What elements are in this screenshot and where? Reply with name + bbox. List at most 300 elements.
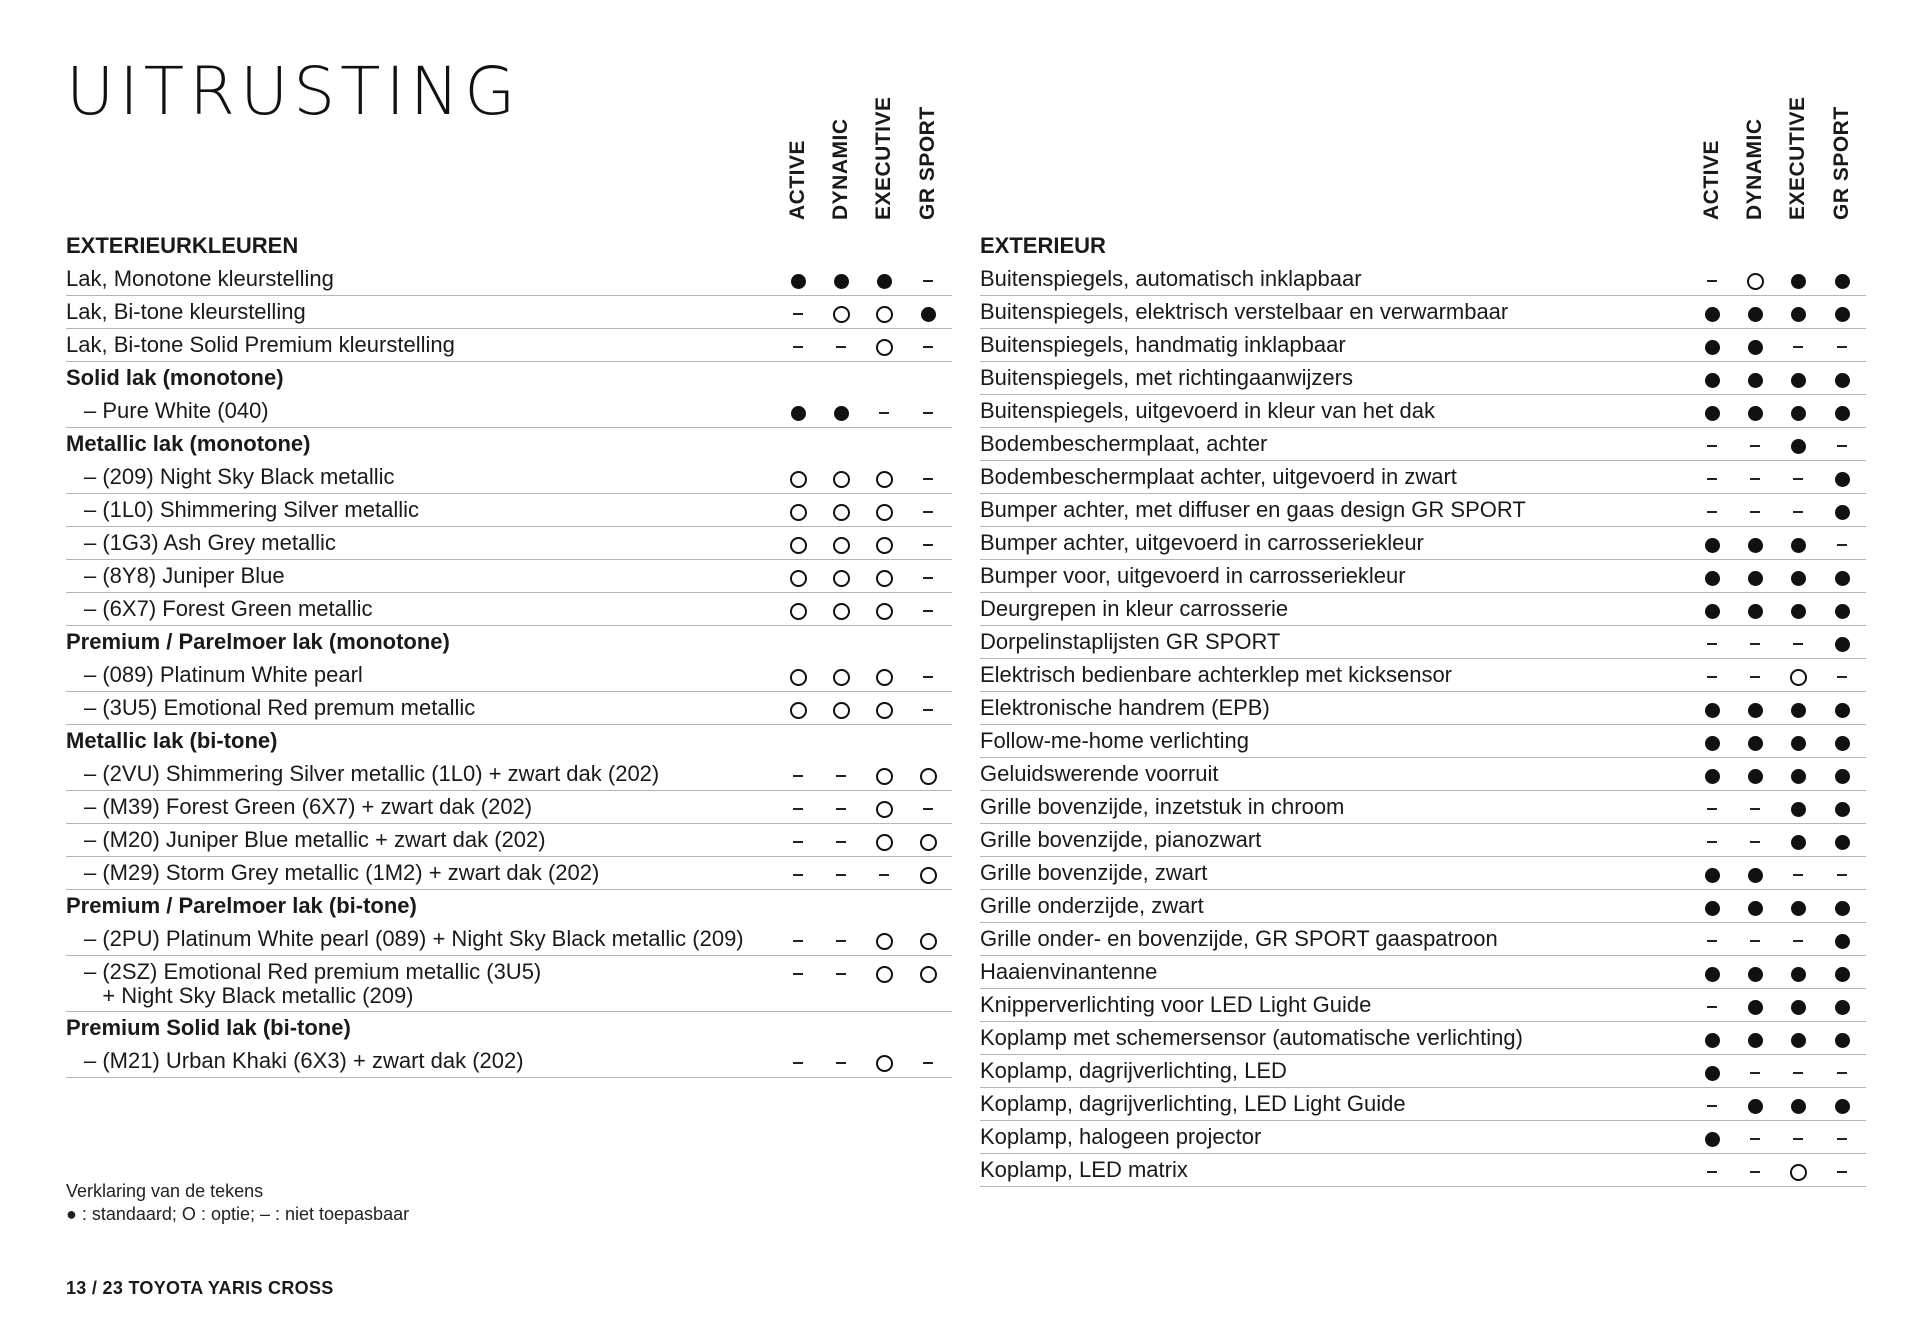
- mark-executive-dot: [1786, 896, 1810, 920]
- column-header-active: ACTIVE: [1700, 139, 1723, 220]
- dash-icon: [923, 808, 933, 810]
- table-row: [980, 263, 1866, 296]
- table-row: [980, 593, 1866, 626]
- mark-executive-dash: [1786, 863, 1810, 887]
- dash-icon: [923, 346, 933, 348]
- dash-icon: [793, 940, 803, 942]
- mark-active-dash: [1700, 500, 1724, 524]
- mark-executive-dot: [1786, 401, 1810, 425]
- dash-icon: [1793, 940, 1803, 942]
- row-label: Grille onderzijde, zwart: [980, 893, 1204, 918]
- section-heading: EXTERIEURKLEUREN: [66, 233, 299, 258]
- dash-icon: [836, 940, 846, 942]
- dash-icon: [1750, 1138, 1760, 1140]
- open-circle-icon: [876, 306, 893, 323]
- table-row: [980, 857, 1866, 890]
- mark-executive-dot: [1786, 302, 1810, 326]
- dash-icon: [793, 346, 803, 348]
- table-row: [980, 527, 1866, 560]
- mark-executive-ring: [872, 335, 896, 359]
- mark-dynamic-dash: [1743, 467, 1767, 491]
- open-circle-icon: [833, 603, 850, 620]
- mark-executive-ring: [872, 665, 896, 689]
- mark-gr-sport-dash: [916, 665, 940, 689]
- table-row: [980, 758, 1866, 791]
- table-row: [66, 296, 952, 329]
- mark-active-dash: [1700, 995, 1724, 1019]
- dash-icon: [923, 478, 933, 480]
- mark-gr-sport-dot: [1830, 764, 1854, 788]
- open-circle-icon: [1790, 669, 1807, 686]
- mark-dynamic-ring: [1743, 269, 1767, 293]
- table-row: [66, 857, 952, 890]
- mark-dynamic-ring: [829, 698, 853, 722]
- table-row: [66, 461, 952, 494]
- filled-dot-icon: [1748, 307, 1763, 322]
- mark-executive-ring: [872, 599, 896, 623]
- mark-active-dash: [1700, 929, 1724, 953]
- mark-dynamic-dash: [1743, 500, 1767, 524]
- mark-executive-dot: [1786, 830, 1810, 854]
- mark-dynamic-dot: [1743, 368, 1767, 392]
- mark-dynamic-dash: [1743, 929, 1767, 953]
- mark-active-dash: [1700, 1094, 1724, 1118]
- row-label: Haaienvinantenne: [980, 959, 1158, 984]
- mark-gr-sport-dash: [1830, 665, 1854, 689]
- mark-executive-ring: [1786, 1160, 1810, 1184]
- dash-icon: [793, 841, 803, 843]
- mark-dynamic-dot: [1743, 863, 1767, 887]
- mark-dynamic-ring: [829, 500, 853, 524]
- mark-gr-sport-dash: [916, 599, 940, 623]
- filled-dot-icon: [1748, 736, 1763, 751]
- mark-active-dot: [1700, 1061, 1724, 1085]
- filled-dot-icon: [1705, 307, 1720, 322]
- mark-gr-sport-ring: [916, 962, 940, 986]
- legend-title: Verklaring van de tekens: [66, 1181, 264, 1201]
- mark-executive-ring: [872, 533, 896, 557]
- filled-dot-icon: [1791, 901, 1806, 916]
- mark-executive-dash: [872, 863, 896, 887]
- row-label: Bumper voor, uitgevoerd in carrosseriekleur: [980, 563, 1406, 588]
- mark-gr-sport-dash: [916, 335, 940, 359]
- filled-dot-icon: [834, 274, 849, 289]
- dash-icon: [879, 874, 889, 876]
- table-row: [980, 329, 1866, 362]
- filled-dot-icon: [1835, 835, 1850, 850]
- dash-icon: [1793, 478, 1803, 480]
- filled-dot-icon: [1705, 1033, 1720, 1048]
- table-row: [66, 824, 952, 857]
- table-row: [980, 1154, 1866, 1187]
- mark-executive-dot: [1786, 566, 1810, 590]
- open-circle-icon: [876, 339, 893, 356]
- mark-executive-dot: [1786, 1028, 1810, 1052]
- open-circle-icon: [790, 504, 807, 521]
- filled-dot-icon: [1791, 439, 1806, 454]
- mark-active-dash: [1700, 665, 1724, 689]
- dash-icon: [836, 346, 846, 348]
- dash-icon: [1707, 1105, 1717, 1107]
- table-row: [980, 1022, 1866, 1055]
- row-label: Lak, Monotone kleurstelling: [66, 266, 334, 291]
- mark-active-dot: [1700, 401, 1724, 425]
- table-row: [66, 791, 952, 824]
- mark-gr-sport-dash: [1830, 863, 1854, 887]
- mark-active-dot: [1700, 335, 1724, 359]
- group-header-row: [66, 626, 952, 659]
- row-label: – (2SZ) Emotional Red premium metallic (3U5) + Night Sky Black metallic (209): [84, 959, 542, 1008]
- section-heading-row: [980, 230, 1866, 263]
- dash-icon: [793, 808, 803, 810]
- dash-icon: [923, 577, 933, 579]
- table-row: [980, 659, 1866, 692]
- dash-icon: [923, 280, 933, 282]
- row-label: – (M21) Urban Khaki (6X3) + zwart dak (202): [84, 1048, 524, 1073]
- open-circle-icon: [920, 867, 937, 884]
- open-circle-icon: [876, 966, 893, 983]
- filled-dot-icon: [1791, 1000, 1806, 1015]
- dash-icon: [793, 313, 803, 315]
- mark-active-dash: [786, 302, 810, 326]
- mark-gr-sport-dot: [1830, 830, 1854, 854]
- filled-dot-icon: [1748, 967, 1763, 982]
- dash-icon: [1707, 643, 1717, 645]
- page-title: UITRUSTING: [66, 53, 521, 130]
- row-label: Bumper achter, uitgevoerd in carrosseriekleur: [980, 530, 1424, 555]
- mark-gr-sport-dash: [916, 467, 940, 491]
- column-header-dynamic: DYNAMIC: [829, 118, 852, 220]
- open-circle-icon: [833, 306, 850, 323]
- dash-icon: [836, 874, 846, 876]
- open-circle-icon: [876, 801, 893, 818]
- mark-dynamic-dash: [829, 764, 853, 788]
- dash-icon: [1837, 1138, 1847, 1140]
- dash-icon: [1793, 874, 1803, 876]
- filled-dot-icon: [877, 274, 892, 289]
- filled-dot-icon: [921, 307, 936, 322]
- filled-dot-icon: [1835, 1033, 1850, 1048]
- row-label: – (1L0) Shimmering Silver metallic: [84, 497, 419, 522]
- table-row: [980, 494, 1866, 527]
- open-circle-icon: [790, 537, 807, 554]
- mark-active-dash: [786, 929, 810, 953]
- dash-icon: [1707, 511, 1717, 513]
- mark-executive-ring: [872, 797, 896, 821]
- mark-dynamic-dot: [1743, 896, 1767, 920]
- filled-dot-icon: [1705, 604, 1720, 619]
- mark-active-dash: [1700, 434, 1724, 458]
- filled-dot-icon: [1791, 604, 1806, 619]
- row-label: Koplamp, halogeen projector: [980, 1124, 1262, 1149]
- row-label: Buitenspiegels, elektrisch verstelbaar en verwarmbaar: [980, 299, 1509, 324]
- group-header-row: [66, 890, 952, 923]
- row-label: Lak, Bi-tone kleurstelling: [66, 299, 306, 324]
- dash-icon: [836, 1062, 846, 1064]
- mark-active-dot: [1700, 764, 1724, 788]
- mark-dynamic-dash: [1743, 797, 1767, 821]
- open-circle-icon: [833, 570, 850, 587]
- dash-icon: [836, 808, 846, 810]
- dash-icon: [1793, 346, 1803, 348]
- row-label: – (209) Night Sky Black metallic: [84, 464, 395, 489]
- mark-dynamic-ring: [829, 665, 853, 689]
- mark-dynamic-dot: [1743, 599, 1767, 623]
- column-header-dynamic: DYNAMIC: [1743, 118, 1766, 220]
- table-row: [66, 494, 952, 527]
- mark-active-dash: [786, 962, 810, 986]
- dash-icon: [879, 412, 889, 414]
- open-circle-icon: [920, 768, 937, 785]
- group-label: Solid lak (monotone): [66, 365, 284, 390]
- row-label: Grille bovenzijde, inzetstuk in chroom: [980, 794, 1345, 819]
- mark-active-dash: [786, 764, 810, 788]
- open-circle-icon: [876, 669, 893, 686]
- dash-icon: [1793, 643, 1803, 645]
- dash-icon: [836, 775, 846, 777]
- mark-gr-sport-dot: [1830, 1028, 1854, 1052]
- filled-dot-icon: [1835, 571, 1850, 586]
- mark-gr-sport-dash: [1830, 434, 1854, 458]
- dash-icon: [923, 610, 933, 612]
- mark-active-dash: [1700, 830, 1724, 854]
- table-row: [980, 461, 1866, 494]
- row-label: Koplamp, dagrijverlichting, LED Light Guide: [980, 1091, 1406, 1116]
- row-label: – (089) Platinum White pearl: [84, 662, 363, 687]
- mark-active-dash: [786, 830, 810, 854]
- row-label: – (6X7) Forest Green metallic: [84, 596, 373, 621]
- filled-dot-icon: [1791, 703, 1806, 718]
- filled-dot-icon: [834, 406, 849, 421]
- filled-dot-icon: [1791, 307, 1806, 322]
- open-circle-icon: [876, 1055, 893, 1072]
- mark-executive-ring: [872, 698, 896, 722]
- mark-gr-sport-dash: [916, 500, 940, 524]
- dash-icon: [923, 544, 933, 546]
- mark-executive-ring: [872, 830, 896, 854]
- column-header-executive: EXECUTIVE: [1786, 96, 1809, 220]
- mark-executive-dash: [1786, 1061, 1810, 1085]
- section-heading: EXTERIEUR: [980, 233, 1106, 258]
- mark-dynamic-dot: [829, 401, 853, 425]
- mark-dynamic-dash: [829, 797, 853, 821]
- table-row: [980, 626, 1866, 659]
- row-label: Elektrisch bedienbare achterklep met kicksensor: [980, 662, 1453, 687]
- row-label: – (M20) Juniper Blue metallic + zwart dak (202): [84, 827, 546, 852]
- filled-dot-icon: [1791, 736, 1806, 751]
- dash-icon: [1707, 478, 1717, 480]
- open-circle-icon: [876, 504, 893, 521]
- row-label: Grille bovenzijde, pianozwart: [980, 827, 1262, 852]
- mark-gr-sport-dash: [916, 269, 940, 293]
- filled-dot-icon: [1748, 1000, 1763, 1015]
- dash-icon: [1750, 808, 1760, 810]
- mark-executive-dot: [1786, 368, 1810, 392]
- mark-dynamic-ring: [829, 599, 853, 623]
- table-row: [66, 560, 952, 593]
- section-heading-row: [66, 230, 952, 263]
- mark-executive-ring: [872, 566, 896, 590]
- table-row: [66, 692, 952, 725]
- table-row: [66, 923, 952, 956]
- table-row: [66, 659, 952, 692]
- mark-gr-sport-dot: [1830, 962, 1854, 986]
- dash-icon: [1707, 841, 1717, 843]
- mark-gr-sport-dash: [916, 533, 940, 557]
- filled-dot-icon: [1791, 802, 1806, 817]
- mark-active-dot: [786, 269, 810, 293]
- filled-dot-icon: [1748, 769, 1763, 784]
- filled-dot-icon: [1705, 868, 1720, 883]
- filled-dot-icon: [1748, 538, 1763, 553]
- table-row: [980, 923, 1866, 956]
- group-label: Premium Solid lak (bi-tone): [66, 1015, 351, 1040]
- mark-executive-ring: [1786, 665, 1810, 689]
- mark-dynamic-dot: [1743, 995, 1767, 1019]
- filled-dot-icon: [1791, 373, 1806, 388]
- open-circle-icon: [876, 933, 893, 950]
- filled-dot-icon: [1835, 637, 1850, 652]
- mark-executive-dot: [1786, 1094, 1810, 1118]
- mark-executive-ring: [872, 500, 896, 524]
- mark-gr-sport-dash: [916, 566, 940, 590]
- mark-executive-dot: [872, 269, 896, 293]
- mark-executive-ring: [872, 929, 896, 953]
- filled-dot-icon: [1791, 571, 1806, 586]
- dash-icon: [793, 775, 803, 777]
- row-label: – (2VU) Shimmering Silver metallic (1L0) + zwart dak (202): [84, 761, 660, 786]
- mark-gr-sport-dash: [916, 698, 940, 722]
- filled-dot-icon: [1835, 769, 1850, 784]
- dash-icon: [1750, 643, 1760, 645]
- mark-executive-dot: [1786, 731, 1810, 755]
- symbol-legend: [66, 1180, 409, 1226]
- open-circle-icon: [876, 702, 893, 719]
- mark-active-dot: [1700, 599, 1724, 623]
- table-row: [66, 329, 952, 362]
- dash-icon: [836, 973, 846, 975]
- mark-active-dot: [786, 401, 810, 425]
- dash-icon: [1837, 676, 1847, 678]
- filled-dot-icon: [1705, 769, 1720, 784]
- mark-gr-sport-dot: [1830, 467, 1854, 491]
- dash-icon: [923, 676, 933, 678]
- filled-dot-icon: [1835, 1000, 1850, 1015]
- table-row: [980, 1088, 1866, 1121]
- mark-dynamic-dot: [1743, 1028, 1767, 1052]
- filled-dot-icon: [1748, 406, 1763, 421]
- mark-dynamic-dash: [829, 863, 853, 887]
- filled-dot-icon: [1791, 274, 1806, 289]
- mark-dynamic-ring: [829, 566, 853, 590]
- mark-gr-sport-ring: [916, 863, 940, 887]
- table-row: [66, 527, 952, 560]
- mark-active-ring: [786, 665, 810, 689]
- dash-icon: [1837, 445, 1847, 447]
- open-circle-icon: [790, 702, 807, 719]
- mark-gr-sport-dash: [916, 1051, 940, 1075]
- row-label: – (1G3) Ash Grey metallic: [84, 530, 336, 555]
- dash-icon: [1837, 1171, 1847, 1173]
- row-label: – (M29) Storm Grey metallic (1M2) + zwart dak (202): [84, 860, 600, 885]
- mark-active-dash: [786, 797, 810, 821]
- mark-dynamic-ring: [829, 533, 853, 557]
- mark-executive-ring: [872, 302, 896, 326]
- mark-gr-sport-ring: [916, 764, 940, 788]
- table-row: [980, 395, 1866, 428]
- open-circle-icon: [876, 834, 893, 851]
- filled-dot-icon: [1748, 340, 1763, 355]
- open-circle-icon: [833, 702, 850, 719]
- dash-icon: [1750, 478, 1760, 480]
- group-header-row: [66, 725, 952, 758]
- dash-icon: [1793, 511, 1803, 513]
- dash-icon: [1750, 841, 1760, 843]
- mark-active-dot: [1700, 368, 1724, 392]
- filled-dot-icon: [1748, 703, 1763, 718]
- row-label: Bumper achter, met diffuser en gaas design GR SPORT: [980, 497, 1526, 522]
- mark-gr-sport-dot: [1830, 368, 1854, 392]
- mark-dynamic-dash: [1743, 1061, 1767, 1085]
- row-label: Deurgrepen in kleur carrosserie: [980, 596, 1289, 621]
- mark-dynamic-dot: [1743, 764, 1767, 788]
- mark-executive-dot: [1786, 962, 1810, 986]
- table-row: [980, 824, 1866, 857]
- dash-icon: [1707, 280, 1717, 282]
- filled-dot-icon: [1835, 505, 1850, 520]
- row-label: Buitenspiegels, met richtingaanwijzers: [980, 365, 1353, 390]
- mark-dynamic-dash: [829, 335, 853, 359]
- mark-dynamic-dash: [1743, 434, 1767, 458]
- dash-icon: [1707, 808, 1717, 810]
- group-header-row: [66, 362, 952, 395]
- column-header-gr-sport: GR SPORT: [1830, 106, 1853, 220]
- table-row: [66, 593, 952, 626]
- mark-executive-dot: [1786, 764, 1810, 788]
- table-row: [980, 560, 1866, 593]
- row-label: Buitenspiegels, handmatig inklapbaar: [980, 332, 1346, 357]
- mark-executive-dash: [1786, 632, 1810, 656]
- dash-icon: [1837, 1072, 1847, 1074]
- group-label: Premium / Parelmoer lak (bi-tone): [66, 893, 417, 918]
- row-label: – Pure White (040): [84, 398, 269, 423]
- row-label: – (8Y8) Juniper Blue: [84, 563, 285, 588]
- mark-gr-sport-dot: [1830, 995, 1854, 1019]
- mark-dynamic-dash: [829, 830, 853, 854]
- mark-executive-dot: [1786, 995, 1810, 1019]
- mark-executive-dash: [1786, 500, 1810, 524]
- mark-gr-sport-dot: [1830, 500, 1854, 524]
- filled-dot-icon: [1835, 967, 1850, 982]
- mark-gr-sport-dash: [1830, 1160, 1854, 1184]
- mark-executive-dot: [1786, 434, 1810, 458]
- mark-dynamic-dot: [1743, 302, 1767, 326]
- dash-icon: [793, 1062, 803, 1064]
- open-circle-icon: [790, 603, 807, 620]
- column-headers: [980, 96, 1866, 220]
- mark-active-dot: [1700, 1028, 1724, 1052]
- table-row: [980, 1121, 1866, 1154]
- open-circle-icon: [790, 669, 807, 686]
- mark-active-dash: [1700, 467, 1724, 491]
- open-circle-icon: [920, 834, 937, 851]
- dash-icon: [1793, 1072, 1803, 1074]
- mark-executive-ring: [872, 467, 896, 491]
- filled-dot-icon: [1748, 571, 1763, 586]
- mark-executive-dash: [1786, 1127, 1810, 1151]
- mark-active-dot: [1700, 302, 1724, 326]
- filled-dot-icon: [1835, 1099, 1850, 1114]
